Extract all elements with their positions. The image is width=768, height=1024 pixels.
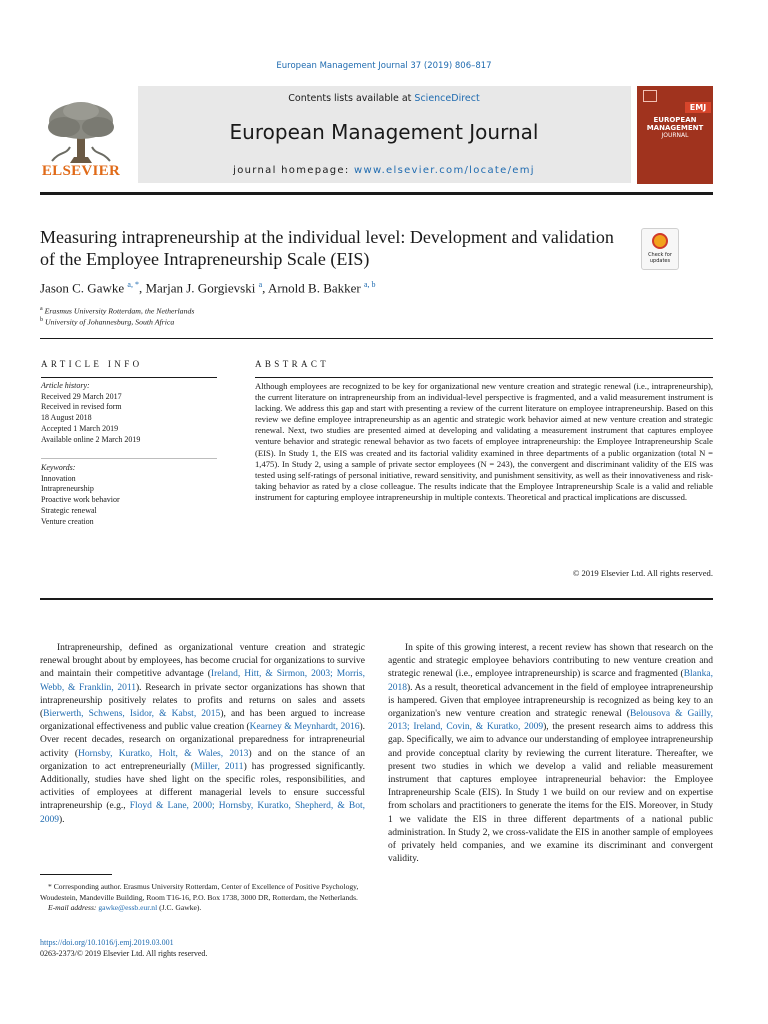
cover-emj-badge: EMJ <box>685 102 711 113</box>
article-info-heading: ARTICLE INFO <box>41 359 143 369</box>
citation-link[interactable]: Kearney & Meynhardt, 2016 <box>249 722 360 733</box>
citation-link[interactable]: Bierwerth, Schwens, Isidor, & Kabst, 2015 <box>43 709 221 720</box>
affiliation <box>40 317 174 327</box>
body-column-right <box>388 642 713 866</box>
author-affil-mark[interactable]: a <box>258 280 263 289</box>
keyword[interactable]: Venture creation <box>41 516 94 526</box>
footnote <box>40 882 365 914</box>
body-paragraph: Intrapreneurship, defined as organizational venture creation and strategic renewal brought about by employees, has become crucial for organizations to survive and maintain their competitive advantage (Ireland, Hitt, & Sirmon, 2003; Morris, Webb, & Franklin, 2011). Research in private sector organizations has shown that intrapreneurship positively relates to profits and returns on sales and assets (Bierwerth, Schwens, Isidor, & Kabst, 2015), and has been argued to increase organizational effectiveness and public value creation (Kearney & Meynhardt, 2016). Over recent decades, research on organizational preparedness for intrapreneurial activity (Hornsby, Kuratko, Holt, & Wales, 2013) and on the stance of an organization to act entrepreneurially (Miller, 2011) has progressed significantly. Additionally, studies have shed light on the specific roles, responsibilities, and activities of employees at different managerial levels to ensure successful intrapreneurship (e.g., Floyd & Lane, 2000; Hornsby, Kuratko, Shepherd, & Bot, 2009). <box>40 643 365 825</box>
body-paragraph: In spite of this growing interest, a recent review has shown that research on the agentic and strategic employee behaviors contributing to new venture creation and strategic renewal (i.e., employee intrapreneurship) is scarce and fragmented (Blanka, 2018). As a result, theoretical advancement in the field of employee intrapreneurship is hampered. Given that employee intrapreneurship is recognized as being key to an organization's new venture creation and strategic renewal (Belousova & Gailly, 2013; Ireland, Covin, & Kuratko, 2009), the present research aims to address this gap. Specifically, we aim to advance our understanding of employee intrapreneurship and provide conceptual clarity by reviewing the current literature. Thereafter, we present two studies in which we develop a valid and reliable measurement instrument that captures employee intrapreneurial behavior: the Employee Intrapreneurship Scale (EIS). In Study 1 we build on our review and on expertise from scholars and practitioners to generate the items for the EIS. Moreover, in Study 1 we validate the EIS in three different departments of a national public administration. In Study 2, we cross-validate the EIS in another sample of employees of privately held companies, and we examine its discriminant and convergent validity. <box>388 643 714 865</box>
keyword[interactable]: Innovation <box>41 473 76 483</box>
homepage-link[interactable]: www.elsevier.com/locate/emj <box>354 165 535 176</box>
keyword[interactable]: Strategic renewal <box>41 505 97 515</box>
issn-line: 0263-2373/© 2019 Elsevier Ltd. All rights reserved. <box>40 948 208 958</box>
abstract-heading: ABSTRACT <box>255 359 330 369</box>
doi-link[interactable]: https://doi.org/10.1016/j.emj.2019.03.001 <box>40 938 174 947</box>
author-name[interactable]: Arnold B. Bakker <box>267 280 361 296</box>
citation-link[interactable]: Miller, 2011 <box>194 761 244 772</box>
sciencedirect-link[interactable]: ScienceDirect <box>414 93 480 104</box>
abstract-bottom-rule <box>40 598 713 600</box>
email-note <box>40 903 365 914</box>
journal-title: European Management Journal <box>229 120 539 144</box>
email-link[interactable]: gawke@essb.eur.nl <box>98 903 158 912</box>
history-entry: Available online 2 March 2019 <box>41 434 141 444</box>
keywords <box>41 463 217 527</box>
title-rule <box>40 338 713 339</box>
affiliation-text: Erasmus University Rotterdam, the Netherlands <box>44 306 195 316</box>
citation-link[interactable]: Belousova & Gailly, 2013; Ireland, Covin, & Kuratko, 2009 <box>388 709 714 733</box>
history-label: Article history: <box>41 381 90 390</box>
abstract-text: Although employees are recognized to be key for organizational new venture creation and strategic renewal (i.e., intrapreneurship), the current literature on intrapreneurship from an individual-level perspective is fragmented, and a valid measurement instrument is lacking. We address this gap and start with presenting a review of the current literature on employee intrapreneurship. Based on this review we define employee intrapreneurship as an agentic and strategic work behavior aimed at new venture creation and strategic renewal. Next, two studies are presented aimed at developing and validating a measurement instrument that captures employee venture behavior and strategic renewal behavior as two facets of employee intrapreneurship: the Employee Intrapreneurship Scale (EIS). In Study 1, the EIS was created and its factorial validity examined in three departments of a public organization (total N = 1,475). In Study 2, using a sample of private sector employees (N = 243), the convergent and discriminant validity of the EIS was tested using self-ratings of personal initiative, reward sensitivity, and punishment sensitivity, as well as their innovativeness and risk-taking behavior as rated by a close colleague. The results indicate that the Employee Intrapreneurship Scale is a valid and reliable instrument for capturing employee intrapreneurship in multiple contexts. Theoretical and practical implications are discussed. <box>255 381 713 502</box>
article-history <box>41 381 217 445</box>
doi-block <box>40 938 207 959</box>
history-entry: Received in revised form <box>41 402 122 412</box>
history-entry: 18 August 2018 <box>41 413 92 423</box>
affiliation-mark: b <box>40 317 43 323</box>
contents-prefix: Contents lists available at <box>288 93 415 104</box>
author-name[interactable]: Marjan J. Gorgievski <box>145 280 256 296</box>
article-title: Measuring intrapreneurship at the individual level: Development and validation of the Employee Intrapreneurship Scale (EIS) <box>40 227 614 269</box>
affiliation <box>40 306 194 316</box>
citation-link[interactable]: Blanka, 2018 <box>388 669 713 693</box>
keyword[interactable]: Proactive work behavior <box>41 495 120 505</box>
citation-link[interactable]: Ireland, Hitt, & Sirmon, 2003; Morris, Webb, & Franklin, 2011 <box>40 669 365 693</box>
author-affil-mark[interactable]: a, * <box>127 280 139 289</box>
cover-line-3: JOURNAL <box>661 132 689 139</box>
journal-cover-thumbnail[interactable] <box>637 86 713 184</box>
affiliation-text: University of Johannesburg, South Africa <box>44 317 175 327</box>
elsevier-wordmark: ELSEVIER <box>41 163 121 179</box>
author-list: Jason C. Gawke $^{a, *}$, Marjan J. Gorgievski $^a$, Arnold B. Bakker $^{a, b}$ <box>40 280 376 296</box>
email-label: E-mail address: <box>48 903 99 912</box>
citation-link[interactable]: Hornsby, Kuratko, Holt, & Wales, 2013 <box>77 748 249 759</box>
homepage-prefix: journal homepage: <box>233 165 355 176</box>
history-entry: Received 29 March 2017 <box>41 391 122 401</box>
history-entry: Accepted 1 March 2019 <box>41 423 119 433</box>
author-name[interactable]: Jason C. Gawke <box>40 280 125 296</box>
abstract-rule <box>255 377 713 378</box>
check-updates-icon <box>652 233 668 249</box>
article-info-rule <box>41 377 217 378</box>
keywords-label: Keywords: <box>41 463 76 472</box>
cover-journal-name <box>637 116 713 140</box>
email-suffix: (J.C. Gawke). <box>157 903 202 912</box>
cover-line-2: MANAGEMENT <box>646 124 704 132</box>
check-for-updates-badge[interactable] <box>641 228 679 270</box>
affiliation-mark: a <box>40 306 43 312</box>
check-updates-label: Check for updates <box>648 252 672 264</box>
citation-link[interactable]: Floyd & Lane, 2000; Hornsby, Kuratko, Shepherd, & Bot, 2009 <box>40 801 365 825</box>
journal-citation[interactable]: European Management Journal 37 (2019) 806–817 <box>276 61 492 71</box>
abstract-copyright: © 2019 Elsevier Ltd. All rights reserved. <box>572 568 713 578</box>
corresponding-author-note: * Corresponding author. Erasmus University Rotterdam, Center of Excellence of Positive Psychology, Woudestein, Mandeville Building, Room T16-16, P.O. Box 1738, 3000 DR, Rotterdam, the Netherlands. <box>40 882 359 902</box>
author-affil-mark[interactable]: a, b <box>364 280 376 289</box>
keyword[interactable]: Intrapreneurship <box>41 484 94 494</box>
footnote-rule <box>40 874 112 875</box>
cover-logo-mark <box>643 90 657 102</box>
cover-line-1: EUROPEAN <box>653 116 697 124</box>
body-column-left <box>40 642 365 827</box>
keywords-rule <box>41 458 217 459</box>
header-rule <box>40 192 713 195</box>
